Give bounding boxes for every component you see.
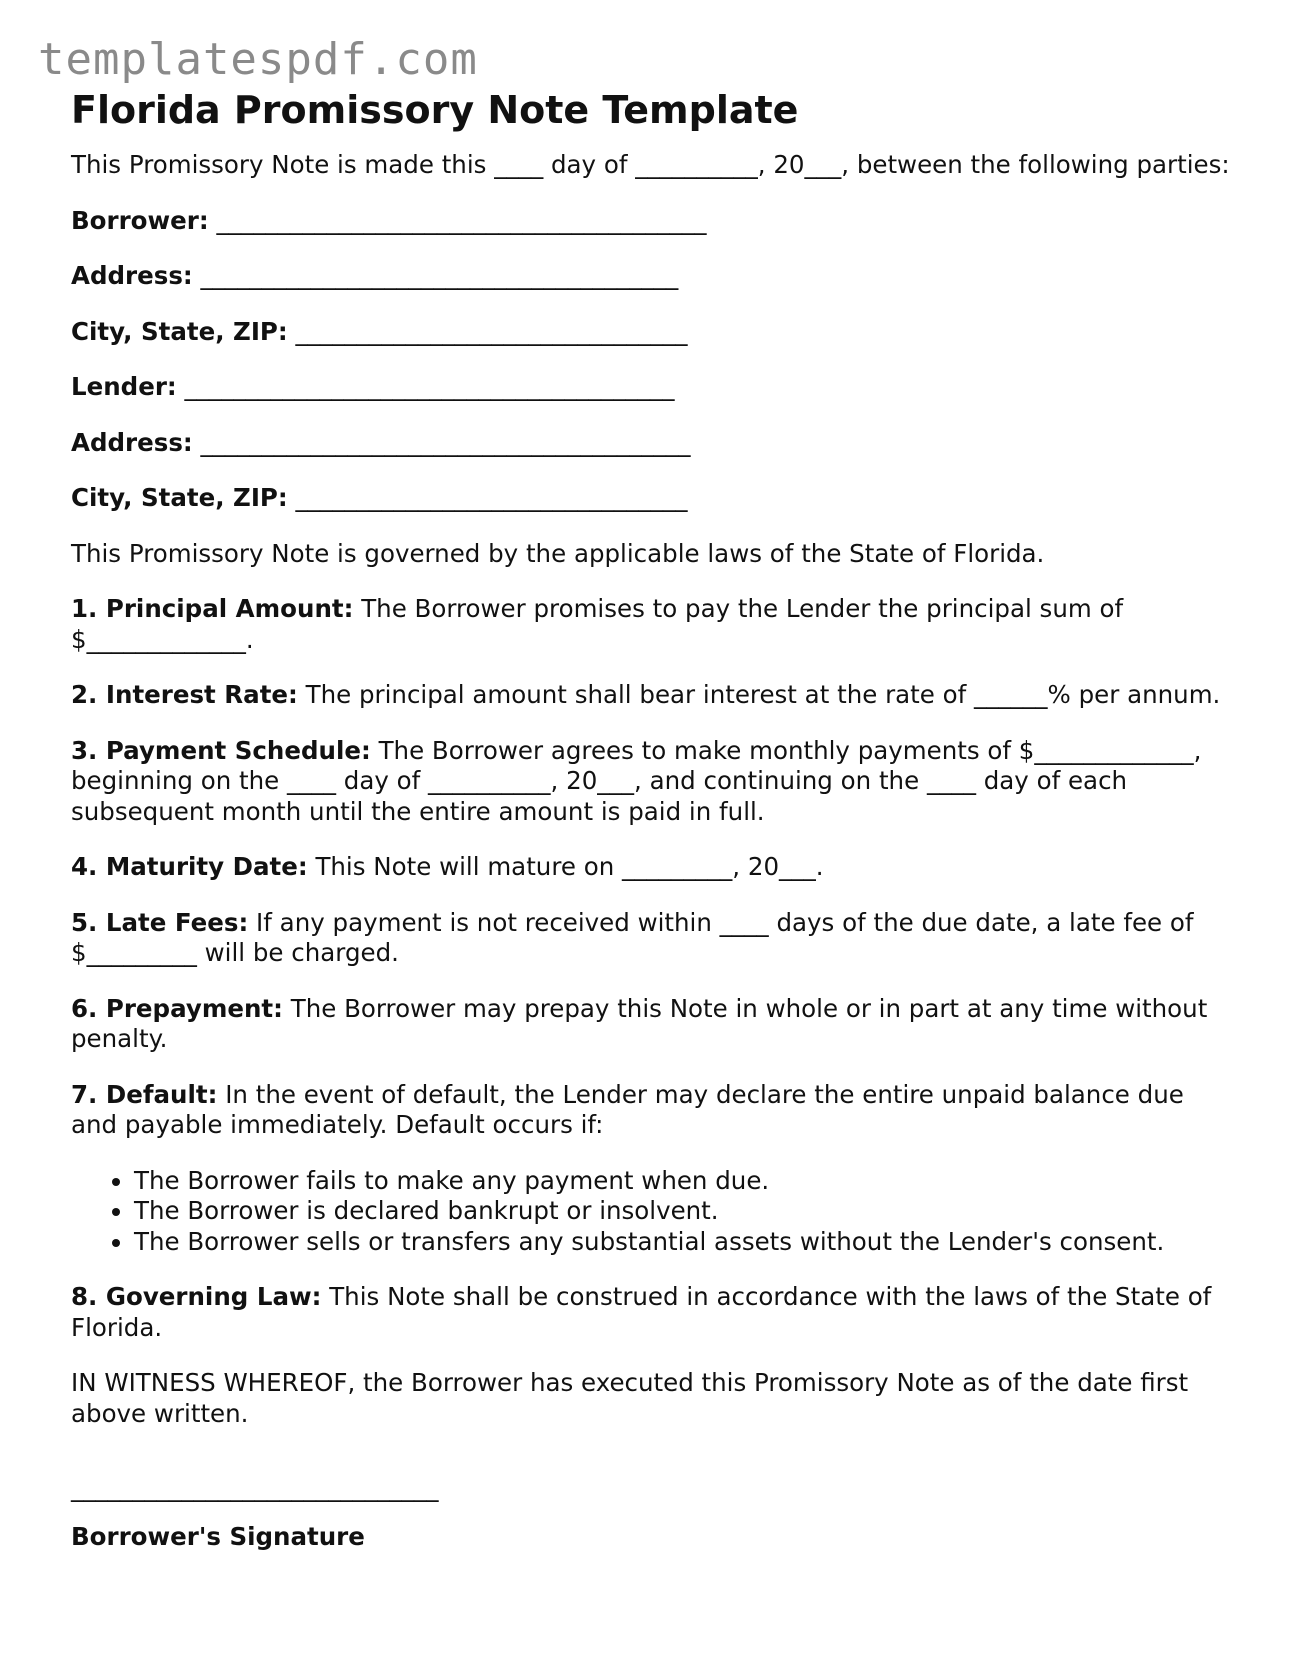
party-lender-address [71,428,1231,459]
section-payment-schedule [71,736,1231,828]
section-text: The Borrower may prepay this Note in whole or in part at any time without penalty. [71,993,1208,1053]
section-heading: 4. Maturity Date: [71,852,308,881]
party-label: City, State, ZIP: [71,483,288,512]
section-heading: 1. Principal Amount: [71,594,354,623]
section-maturity-date [71,852,1231,883]
section-governing-law [71,1282,1231,1343]
intro-paragraph: This Promissory Note is made this ____ day of __________, 20___, between the following parties: [71,150,1230,179]
party-label: City, State, ZIP: [71,316,288,346]
party-blank: ________________________________ [295,483,688,512]
party-borrower-address [71,261,1231,292]
document-body [71,88,1231,1552]
signature-label: Borrower's Signature [71,1521,365,1551]
party-blank: _______________________________________ [200,261,679,290]
default-conditions-list [71,1166,1231,1258]
witness-paragraph: IN WITNESS WHEREOF, the Borrower has executed this Promissory Note as of the date first above written. [71,1368,1189,1428]
section-prepayment [71,994,1231,1055]
section-text: In the event of default, the Lender may declare the entire unpaid balance due and payable immediately. Default occurs if: [71,1079,1184,1139]
party-blank: ________________________________________ [184,372,675,401]
list-item: • The Borrower sells or transfers any substantial assets without the Lender's consent. [134,1227,1231,1258]
section-text: The Borrower promises to pay the Lender the principal sum of $_____________. [71,594,1124,654]
section-heading: 8. Governing Law: [71,1282,322,1311]
party-borrower-city [71,317,1231,348]
party-label: Address: [71,427,193,457]
section-text: The principal amount shall bear interest at the rate of ______% per annum. [305,680,1221,709]
party-lender-city [71,483,1231,514]
signature-line: ______________________________ [71,1473,439,1502]
watermark: templatespdf.com [38,34,478,85]
governing-statement: This Promissory Note is governed by the applicable laws of the State of Florida. [71,538,1045,568]
party-blank: ________________________________________ [216,205,707,235]
document-title: Florida Promissory Note Template [71,88,799,132]
section-text: If any payment is not received within ____ days of the due date, a late fee of $_________ will be charged. [71,907,1194,967]
section-heading: 5. Late Fees: [71,907,249,937]
party-blank: ________________________________ [295,316,688,346]
section-principal-amount [71,594,1231,655]
section-interest-rate [71,680,1231,711]
section-heading: 6. Prepayment: [71,993,283,1023]
party-label: Address: [71,261,193,290]
list-item: • The Borrower fails to make any payment when due. [134,1166,1231,1197]
section-text: This Note will mature on _________, 20___. [315,852,824,881]
section-default [71,1080,1231,1141]
section-heading: 2. Interest Rate: [71,680,298,709]
party-label: Borrower: [71,205,209,235]
section-late-fees [71,908,1231,969]
party-label: Lender: [71,372,177,401]
party-borrower-name [71,206,1231,237]
list-item: • The Borrower is declared bankrupt or insolvent. [134,1196,1231,1227]
section-text: The Borrower agrees to make monthly payments of $_____________, beginning on the ____ day of __________, 20___, and continuing on the ____ day of each subsequent month until the entire amount is paid in full. [71,735,1202,826]
party-lender-name [71,372,1231,403]
section-heading: 7. Default: [71,1079,218,1109]
section-text: This Note shall be construed in accordance with the laws of the State of Florida. [71,1282,1212,1342]
section-heading: 3. Payment Schedule: [71,735,371,765]
party-blank: ________________________________________ [200,427,691,457]
